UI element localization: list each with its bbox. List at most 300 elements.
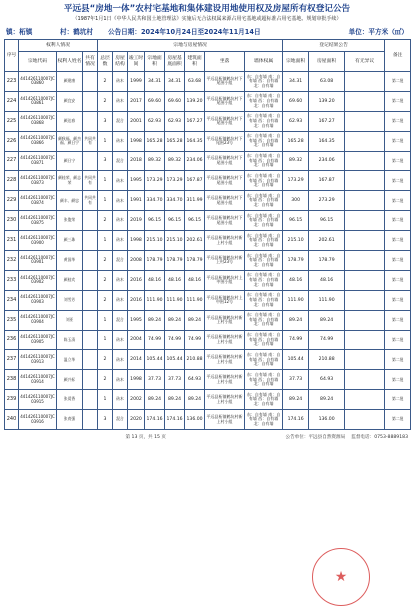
row-note [345, 231, 385, 251]
row-share [83, 350, 98, 370]
row-land-area: 62.93 [145, 111, 165, 131]
row-reg-land: 62.93 [283, 111, 309, 131]
row-reg-land: 174.16 [283, 410, 309, 430]
row-code: 441426110007JC03903 [19, 290, 57, 310]
row-reg-house: 74.99 [309, 330, 345, 350]
row-reason: 东：自有墙 南：自有墙 西：自有墙 北：自有墙 [245, 91, 283, 111]
row-reason: 东：自有墙 南：自有墙 西：自有墙 北：自有墙 [245, 151, 283, 171]
row-base-area: 178.79 [165, 251, 185, 271]
row-seq: 235 [5, 310, 19, 330]
row-reg-house: 202.61 [309, 231, 345, 251]
row-base-area: 174.16 [165, 410, 185, 430]
row-base-area: 173.29 [165, 171, 185, 191]
row-location: 平远县柘镇鹤坑村新上村小组 [205, 390, 245, 410]
row-year: 2001 [128, 111, 145, 131]
row-reg-land: 173.29 [283, 171, 309, 191]
row-build-area: 63.68 [185, 72, 205, 92]
row-seq: 225 [5, 111, 19, 131]
row-land-area: 173.29 [145, 171, 165, 191]
row-base-area: 105.44 [165, 350, 185, 370]
unit-label: 单位：平方米（㎡） [348, 28, 408, 36]
row-location: 平远县柘镇鹤坑村新上村23号 [205, 251, 245, 271]
row-struct: 砖木 [113, 131, 128, 151]
official-seal-icon [312, 548, 370, 606]
row-share [83, 410, 98, 430]
row-year: 2018 [128, 151, 145, 171]
row-remark: 第二批 [385, 111, 411, 131]
village-label: 村：鹤坑村 [60, 28, 93, 36]
town-label: 镇：柘镇 [6, 28, 33, 36]
table-row [5, 390, 411, 410]
row-reg-house: 139.20 [309, 91, 345, 111]
row-share [83, 211, 98, 231]
row-land-area: 89.24 [145, 310, 165, 330]
row-name: 颜丰、颜忠 [57, 191, 83, 211]
row-note [345, 111, 385, 131]
row-code: 441426110007JC03875 [19, 211, 57, 231]
row-note [345, 270, 385, 290]
row-reason: 东：自有墙 南：自有墙 西：自有墙 北：自有墙 [245, 290, 283, 310]
row-year: 2016 [128, 270, 145, 290]
row-share [83, 370, 98, 390]
row-floors: 2 [98, 251, 113, 271]
row-struct: 混合 [113, 310, 128, 330]
row-reason: 东：自有墙 南：自有墙 西：自有墙 北：自有墙 [245, 370, 283, 390]
row-seq: 227 [5, 151, 19, 171]
row-reg-land: 105.44 [283, 350, 309, 370]
row-seq: 223 [5, 72, 19, 92]
row-code: 441426110007JC03873 [19, 171, 57, 191]
row-remark: 第二批 [385, 191, 411, 211]
row-build-area: 167.87 [185, 171, 205, 191]
row-reason: 东：自有墙 南：自有墙 西：自有墙 北：自有墙 [245, 191, 283, 211]
row-floors: 1 [98, 131, 113, 151]
row-year: 2020 [128, 410, 145, 430]
row-build-area: 89.24 [185, 310, 205, 330]
header-location: 坐落 [205, 52, 245, 72]
row-remark: 第二批 [385, 370, 411, 390]
row-note [345, 330, 385, 350]
header-note: 有无异议 [345, 52, 385, 72]
row-year: 1998 [128, 131, 145, 151]
row-base-area: 96.15 [165, 211, 185, 231]
row-floors: 3 [98, 111, 113, 131]
row-land-area: 74.99 [145, 330, 165, 350]
row-location: 平远县柘镇鹤坑村下尾围小组 [205, 191, 245, 211]
row-seq: 226 [5, 131, 19, 151]
row-struct: 砖木 [113, 330, 128, 350]
row-share [83, 310, 98, 330]
row-remark: 第二批 [385, 72, 411, 92]
row-code: 441426110007JC03905 [19, 330, 57, 350]
row-seq: 237 [5, 350, 19, 370]
row-seq: 224 [5, 91, 19, 111]
row-name: 颜建康 [57, 72, 83, 92]
row-build-area: 74.99 [185, 330, 205, 350]
row-reg-land: 165.28 [283, 131, 309, 151]
row-reg-land: 37.73 [283, 370, 309, 390]
row-name: 黄国华 [57, 251, 83, 271]
row-year: 2014 [128, 350, 145, 370]
row-code: 441426110007JC03902 [19, 270, 57, 290]
row-reg-house: 64.93 [309, 370, 345, 390]
table-row [5, 131, 411, 151]
row-seq: 228 [5, 171, 19, 191]
table-row [5, 171, 411, 191]
row-reason: 东：自有墙 南：自有墙 西：自有墙 北：自有墙 [245, 231, 283, 251]
row-year: 2016 [128, 290, 145, 310]
row-code: 441426110007JC03901 [19, 251, 57, 271]
row-floors: 3 [98, 410, 113, 430]
row-name: 刘亚 [57, 310, 83, 330]
row-code: 441426110007JC03861 [19, 91, 57, 111]
row-reg-land: 34.31 [283, 72, 309, 92]
table-row [5, 231, 411, 251]
row-name: 颜桂荣、颜志荣 [57, 171, 83, 191]
row-floors: 2 [98, 72, 113, 92]
row-name: 颜兴标 [57, 370, 83, 390]
row-code: 441426110007JC03904 [19, 310, 57, 330]
row-floors: 2 [98, 211, 113, 231]
row-land-area: 48.16 [145, 270, 165, 290]
row-note [345, 410, 385, 430]
notice-title: 平远县“房地一体”农村宅基地和集体建设用地使用权及房屋所有权登记公告 [63, 4, 351, 14]
row-location: 平远县柘镇鹤坑村上中围小组 [205, 270, 245, 290]
row-reg-land: 96.15 [283, 211, 309, 231]
table-row [5, 310, 411, 330]
row-location: 平远县柘镇鹤坑村下尾围小组 [205, 151, 245, 171]
row-code: 441426110007JC03913 [19, 350, 57, 370]
row-reg-land: 300 [283, 191, 309, 211]
row-year: 2008 [128, 251, 145, 271]
row-share [83, 330, 98, 350]
row-struct: 砖木 [113, 370, 128, 390]
row-seq: 230 [5, 211, 19, 231]
header-reg-group: 登记结果公告 [283, 40, 385, 52]
row-seq: 236 [5, 330, 19, 350]
info-bar [4, 23, 410, 39]
row-reg-house: 89.24 [309, 310, 345, 330]
row-location: 平远县柘镇鹤坑村下尾围小组 [205, 211, 245, 231]
row-build-area: 210.88 [185, 350, 205, 370]
table-row [5, 111, 411, 131]
row-build-area: 311.99 [185, 191, 205, 211]
row-base-area: 89.32 [165, 151, 185, 171]
row-reg-house: 136.00 [309, 410, 345, 430]
row-seq: 238 [5, 370, 19, 390]
row-base-area: 89.24 [165, 390, 185, 410]
row-floors: 1 [98, 390, 113, 410]
row-land-area: 178.79 [145, 251, 165, 271]
registration-table [4, 39, 411, 430]
row-name: 张俊荣 [57, 211, 83, 231]
row-location: 平远县柘镇鹤坑村上中围12号 [205, 290, 245, 310]
table-row [5, 330, 411, 350]
row-location: 平远县柘镇鹤坑村下尾围23号 [205, 131, 245, 151]
row-build-area: 164.35 [185, 131, 205, 151]
row-code: 441426110007JC03868 [19, 111, 57, 131]
row-base-area: 74.99 [165, 330, 185, 350]
row-remark: 第二批 [385, 290, 411, 310]
row-build-area: 234.06 [185, 151, 205, 171]
row-land-area: 89.24 [145, 390, 165, 410]
row-land-area: 69.60 [145, 91, 165, 111]
row-floors: 1 [98, 171, 113, 191]
row-reg-land: 69.60 [283, 91, 309, 111]
row-year: 2019 [128, 211, 145, 231]
row-note [345, 290, 385, 310]
row-reason: 东：自有墙 南：自有墙 西：自有墙 北：自有墙 [245, 330, 283, 350]
row-seq: 233 [5, 270, 19, 290]
header-struct: 房屋结构 [113, 52, 128, 72]
row-share: 共同共有 [83, 171, 98, 191]
row-reason: 东：自有墙 南：自有墙 西：自有墙 北：自有墙 [245, 390, 283, 410]
row-reg-land: 178.79 [283, 251, 309, 271]
row-seq: 234 [5, 290, 19, 310]
header-reg-house: 房屋面积 [309, 52, 345, 72]
table-body [5, 72, 411, 430]
row-note [345, 131, 385, 151]
row-note [345, 310, 385, 330]
row-code: 441426110007JC03915 [19, 390, 57, 410]
table-row [5, 211, 411, 231]
row-location: 平远县柘镇鹤坑村新上村小组 [205, 330, 245, 350]
hotline: 监督电话：0753-8889183 [351, 435, 408, 441]
notice-subtitle: （1987年1月1日《中华人民共和国土地管理法》实施后无合法权属来源占用宅基地或超标准占用宅基地、规划审批手续） [72, 16, 342, 22]
row-land-area: 105.44 [145, 350, 165, 370]
header-floors: 总层数 [98, 52, 113, 72]
row-remark: 第二批 [385, 211, 411, 231]
row-land-area: 215.10 [145, 231, 165, 251]
row-reg-house: 273.29 [309, 191, 345, 211]
row-base-area: 165.28 [165, 131, 185, 151]
row-struct: 混合 [113, 410, 128, 430]
row-floors: 1 [98, 310, 113, 330]
row-floors: 2 [98, 91, 113, 111]
row-year: 1998 [128, 231, 145, 251]
row-reg-house: 167.87 [309, 171, 345, 191]
header-land-area: 宗地面积 [145, 52, 165, 72]
row-reg-house: 111.90 [309, 290, 345, 310]
row-reason: 东：自有墙 南：自有墙 西：自有墙 北：自有墙 [245, 310, 283, 330]
header-build-area: 建筑面积 [185, 52, 205, 72]
row-remark: 第二批 [385, 91, 411, 111]
header-seq: 序号 [5, 40, 19, 72]
row-remark: 第二批 [385, 151, 411, 171]
row-build-area: 167.27 [185, 111, 205, 131]
row-reason: 东：自有墙 南：自有墙 西：自有墙 北：自有墙 [245, 171, 283, 191]
row-struct: 砖木 [113, 231, 128, 251]
row-share [83, 290, 98, 310]
row-remark: 第二批 [385, 310, 411, 330]
row-note [345, 72, 385, 92]
row-build-area: 136.00 [185, 410, 205, 430]
row-note [345, 191, 385, 211]
row-year: 2002 [128, 390, 145, 410]
row-reason: 东：自有墙 南：自有墙 西：自有墙 北：自有墙 [245, 251, 283, 271]
row-reason: 东：自有墙 南：自有墙 西：自有墙 北：自有墙 [245, 270, 283, 290]
row-remark: 第二批 [385, 131, 411, 151]
row-land-area: 37.73 [145, 370, 165, 390]
row-reg-house: 234.06 [309, 151, 345, 171]
row-share [83, 151, 98, 171]
table-row [5, 191, 411, 211]
row-land-area: 165.28 [145, 131, 165, 151]
row-reason: 东：自有墙 南：自有墙 西：自有墙 北：自有墙 [245, 211, 283, 231]
row-build-area: 96.15 [185, 211, 205, 231]
row-base-area: 215.10 [165, 231, 185, 251]
row-land-area: 89.32 [145, 151, 165, 171]
row-floors: 2 [98, 370, 113, 390]
row-reason: 东：自有墙 南：自有墙 西：自有墙 北：自有墙 [245, 350, 283, 370]
row-struct: 砖木 [113, 91, 128, 111]
row-location: 平远县柘镇鹤坑村下尾围小组 [205, 91, 245, 111]
row-share: 共同共有 [83, 131, 98, 151]
row-name: 张爱香 [57, 390, 83, 410]
row-note [345, 211, 385, 231]
row-struct: 砖木 [113, 270, 128, 290]
table-row [5, 290, 411, 310]
row-base-area: 48.16 [165, 270, 185, 290]
row-build-area: 48.16 [185, 270, 205, 290]
row-remark: 第二批 [385, 231, 411, 251]
row-build-area: 202.61 [185, 231, 205, 251]
row-year: 1998 [128, 370, 145, 390]
header-reason: 墙体权属 [245, 52, 283, 72]
row-note [345, 171, 385, 191]
row-name: 颜日宁 [57, 151, 83, 171]
row-remark: 第二批 [385, 330, 411, 350]
row-reg-land: 215.10 [283, 231, 309, 251]
row-code: 441426110007JC03916 [19, 410, 57, 430]
header-year: 竣工时间 [128, 52, 145, 72]
row-location: 平远县柘镇鹤坑村新上村小组 [205, 370, 245, 390]
row-share [83, 111, 98, 131]
row-remark: 第二批 [385, 410, 411, 430]
row-reg-house: 63.08 [309, 72, 345, 92]
row-location: 平远县柘镇鹤坑村下尾围小组 [205, 72, 245, 92]
row-share [83, 72, 98, 92]
row-location: 平远县柘镇鹤坑村新上村小组 [205, 310, 245, 330]
row-name: 颜桂宾 [57, 270, 83, 290]
row-seq: 232 [5, 251, 19, 271]
row-floors: 2 [98, 290, 113, 310]
row-land-area: 96.15 [145, 211, 165, 231]
row-reason: 东：自有墙 南：自有墙 西：自有墙 北：自有墙 [245, 410, 283, 430]
row-year: 1995 [128, 171, 145, 191]
row-land-area: 111.90 [145, 290, 165, 310]
table-row [5, 91, 411, 111]
footer [4, 432, 410, 442]
row-year: 1991 [128, 191, 145, 211]
row-remark: 第二批 [385, 350, 411, 370]
row-note [345, 370, 385, 390]
row-struct: 砖木 [113, 290, 128, 310]
table-row [5, 270, 411, 290]
row-reg-land: 89.32 [283, 151, 309, 171]
row-location: 平远县柘镇鹤坑村下尾围小组 [205, 171, 245, 191]
row-build-area: 111.90 [185, 290, 205, 310]
row-floors: 1 [98, 191, 113, 211]
row-build-area: 64.93 [185, 370, 205, 390]
row-note [345, 390, 385, 410]
row-reg-house: 178.79 [309, 251, 345, 271]
row-remark: 第二批 [385, 251, 411, 271]
row-base-area: 62.93 [165, 111, 185, 131]
row-build-area: 139.20 [185, 91, 205, 111]
row-reg-land: 48.16 [283, 270, 309, 290]
row-location: 平远县柘镇鹤坑村新上村小组 [205, 231, 245, 251]
header-owner-group: 权利人情况 [19, 40, 98, 52]
row-note [345, 151, 385, 171]
header-remark: 备注 [385, 40, 411, 72]
row-seq: 239 [5, 390, 19, 410]
row-location: 平远县柘镇鹤坑村下尾围小组 [205, 111, 245, 131]
row-reg-house: 210.88 [309, 350, 345, 370]
page-number: 第 13 页，共 15 页 [125, 435, 166, 441]
row-reg-land: 89.24 [283, 310, 309, 330]
row-note [345, 251, 385, 271]
header-reg-land: 宗地面积 [283, 52, 309, 72]
row-code: 441426110007JC03874 [19, 191, 57, 211]
row-struct: 混合 [113, 151, 128, 171]
row-base-area: 111.90 [165, 290, 185, 310]
row-year: 2004 [128, 330, 145, 350]
row-reason: 东：自有墙 南：自有墙 西：自有墙 北：自有墙 [245, 111, 283, 131]
row-land-area: 174.16 [145, 410, 165, 430]
row-struct: 砖木 [113, 350, 128, 370]
row-seq: 231 [5, 231, 19, 251]
row-reg-land: 74.99 [283, 330, 309, 350]
row-code: 441426110007JC03914 [19, 370, 57, 390]
row-reg-house: 89.24 [309, 390, 345, 410]
table-row [5, 370, 411, 390]
row-reg-land: 89.24 [283, 390, 309, 410]
row-floors: 2 [98, 270, 113, 290]
row-struct: 砖木 [113, 72, 128, 92]
issuing-org: 公告单位：平远县自然资源局 [285, 435, 346, 441]
row-reg-land: 111.90 [283, 290, 309, 310]
row-struct: 砖木 [113, 171, 128, 191]
table-row [5, 350, 411, 370]
row-name: 颜宜安 [57, 91, 83, 111]
row-base-area: 34.31 [165, 72, 185, 92]
row-share [83, 231, 98, 251]
row-name: 陈玉清 [57, 330, 83, 350]
row-share [83, 251, 98, 271]
row-share [83, 91, 98, 111]
row-share: 共同共有 [83, 191, 98, 211]
row-year: 1995 [128, 310, 145, 330]
row-reg-house: 48.16 [309, 270, 345, 290]
header-name: 权利人姓名 [57, 52, 83, 72]
row-base-area: 89.24 [165, 310, 185, 330]
row-land-area: 34.31 [145, 72, 165, 92]
header-land-group: 宗地与房屋情况 [98, 40, 283, 52]
row-base-area: 334.70 [165, 191, 185, 211]
row-seq: 240 [5, 410, 19, 430]
row-share [83, 270, 98, 290]
row-build-area: 178.79 [185, 251, 205, 271]
row-code: 441426110007JC03860 [19, 72, 57, 92]
row-reason: 东：自有墙 南：自有墙 西：自有墙 北：自有墙 [245, 131, 283, 151]
row-struct: 混合 [113, 111, 128, 131]
row-note [345, 91, 385, 111]
row-land-area: 334.70 [145, 191, 165, 211]
row-name: 颜达春 [57, 111, 83, 131]
row-floors: 3 [98, 151, 113, 171]
row-floors: 1 [98, 330, 113, 350]
